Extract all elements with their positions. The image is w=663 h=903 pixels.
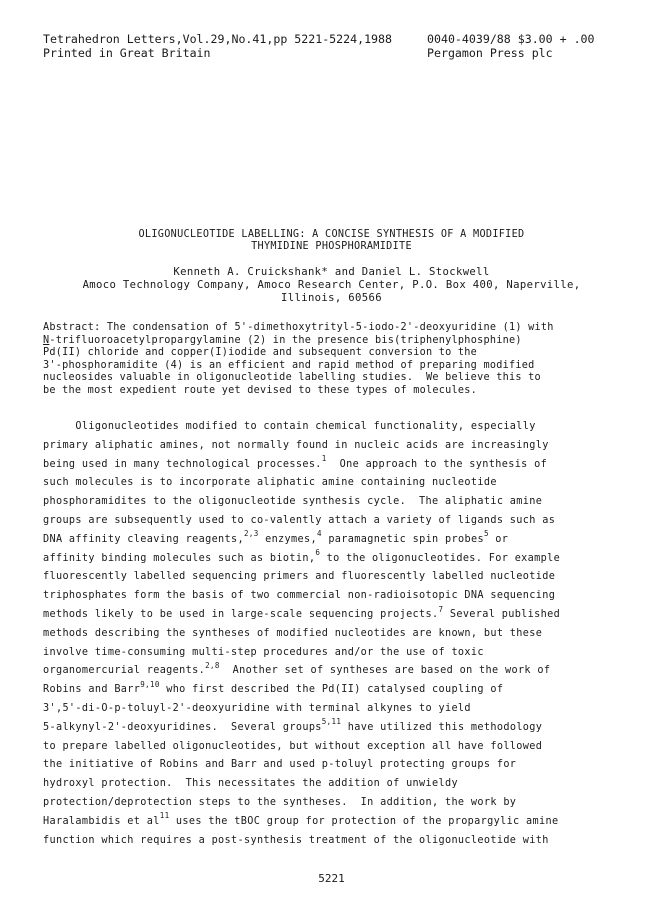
reference-marker: 2,3 — [244, 529, 259, 539]
body-text: Another set of syntheses are based on the work of — [219, 665, 551, 677]
body-line — [43, 531, 638, 550]
body-line — [43, 813, 638, 832]
body-text: DNA affinity cleaving reagents, — [43, 533, 244, 545]
issn-line: 0040-4039/88 $3.00 + .00 — [427, 32, 595, 46]
body-text: enzymes, — [258, 533, 317, 545]
page-number: 5221 — [318, 872, 345, 885]
body-paragraph — [43, 418, 638, 850]
body-text: 5-alkynyl-2'-deoxyuridines. Several groups — [43, 721, 322, 733]
body-line: methods describing the syntheses of modified nucleotides are known, but these — [43, 627, 543, 639]
body-line: hydroxyl protection. This necessitates the addition of unwieldy — [43, 778, 458, 790]
affiliation-line-2: Illinois, 60566 — [281, 292, 382, 304]
publisher-info — [427, 32, 595, 60]
title-line-1: OLIGONUCLEOTIDE LABELLING: A CONCISE SYNTHESIS OF A MODIFIED — [138, 229, 525, 240]
body-line: groups are subsequently used to co-valently attach a variety of ligands such as — [43, 514, 556, 526]
abstract-line: nucleosides valuable in oligonucleotide labelling studies. We believe this to — [43, 372, 541, 383]
paper-title — [0, 229, 663, 253]
body-line — [43, 456, 638, 475]
printed-line: Printed in Great Britain — [43, 46, 211, 60]
italic-n-prefix: N — [43, 334, 50, 346]
reference-marker: 9,10 — [140, 679, 160, 689]
body-text: organomercurial reagents. — [43, 665, 206, 677]
reference-marker: 5,11 — [321, 717, 342, 727]
body-line — [43, 550, 638, 569]
body-text: or — [488, 533, 509, 545]
body-line: triphosphates form the basis of two commercial non-radioisotopic DNA sequencing — [43, 590, 556, 602]
abstract-line: 3'-phosphoramidite (4) is an efficient and rapid method of preparing modified — [43, 359, 535, 371]
body-text: Several published — [443, 608, 561, 620]
body-text: to the oligonucleotides. For example — [320, 552, 561, 564]
journal-citation — [43, 32, 392, 60]
publisher-line: Pergamon Press plc — [427, 46, 553, 60]
body-text: Robins and Barr — [43, 684, 141, 696]
body-line: such molecules is to incorporate aliphatic amine containing nucleotide — [43, 477, 497, 489]
body-line: protection/deprotection steps to the syntheses. In addition, the work by — [43, 796, 517, 808]
body-text: paramagnetic spin probes — [321, 533, 484, 545]
body-text: affinity binding molecules such as biotin, — [43, 552, 316, 564]
abstract-line: Abstract: The condensation of 5'-dimethoxytrityl-5-iodo-2'-deoxyuridine (1) with — [43, 322, 554, 333]
body-line — [43, 662, 638, 681]
body-text: One approach to the synthesis of — [326, 458, 548, 470]
body-text: being used in many technological processes. — [43, 458, 322, 470]
abstract — [43, 322, 633, 397]
body-line: involve time-consuming multi-step procedures and/or the use of toxic — [43, 646, 484, 658]
abstract-line: be the most expedient route yet devised to these types of molecules. — [43, 384, 478, 396]
body-line: the initiative of Robins and Barr and used p-toluyl protecting groups for — [43, 759, 517, 771]
body-text: have utilized this methodology — [341, 721, 543, 733]
body-line — [43, 606, 638, 625]
reference-marker: 11 — [159, 811, 170, 821]
body-line: fluorescently labelled sequencing primers and fluorescently labelled nucleotide — [43, 571, 556, 583]
title-line-2: THYMIDINE PHOSPHORAMIDITE — [251, 241, 412, 252]
body-line: to prepare labelled oligonucleotides, but without exception all have followed — [43, 740, 543, 752]
abstract-line: Pd(II) chloride and copper(I)iodide and subsequent conversion to the — [43, 347, 478, 358]
journal-line: Tetrahedron Letters,Vol.29,No.41,pp 5221-5224,1988 — [43, 32, 393, 46]
reference-marker: 4 — [316, 529, 322, 539]
body-line — [43, 719, 638, 738]
affiliation-line-1: Amoco Technology Company, Amoco Research Center, P.O. Box 400, Naperville, — [82, 279, 581, 291]
reference-marker: 6 — [315, 548, 321, 558]
abstract-line — [43, 335, 633, 348]
body-line: primary aliphatic amines, not normally found in nucleic acids are increasingly — [43, 439, 549, 451]
body-line: 3',5'-di-O-p-toluyl-2'-deoxyuridine with terminal alkynes to yield — [43, 702, 471, 714]
body-line: phosphoramidites to the oligonucleotide synthesis cycle. The aliphatic amine — [43, 496, 543, 508]
body-line — [43, 681, 638, 700]
body-line: Oligonucleotides modified to contain chemical functionality, especially — [43, 421, 536, 432]
reference-marker: 7 — [438, 604, 444, 614]
body-text: who first described the Pd(II) catalysed coupling of — [159, 684, 504, 696]
body-text: Haralambidis et al — [43, 815, 160, 827]
body-line: function which requires a post-synthesis treatment of the oligonucleotide with — [43, 834, 549, 846]
abstract-text: -trifluoroacetylpropargylamine (2) in the presence bis(triphenylphosphine) — [49, 334, 522, 346]
body-text: methods likely to be used in large-scale sequencing projects. — [43, 608, 439, 620]
author-block — [0, 266, 663, 305]
reference-marker: 2,8 — [205, 660, 220, 670]
reference-marker: 5 — [483, 529, 489, 539]
author-names: Kenneth A. Cruickshank* and Daniel L. Stockwell — [173, 266, 490, 278]
reference-marker: 1 — [321, 454, 327, 464]
body-text: uses the tBOC group for protection of the propargylic amine — [169, 815, 559, 827]
